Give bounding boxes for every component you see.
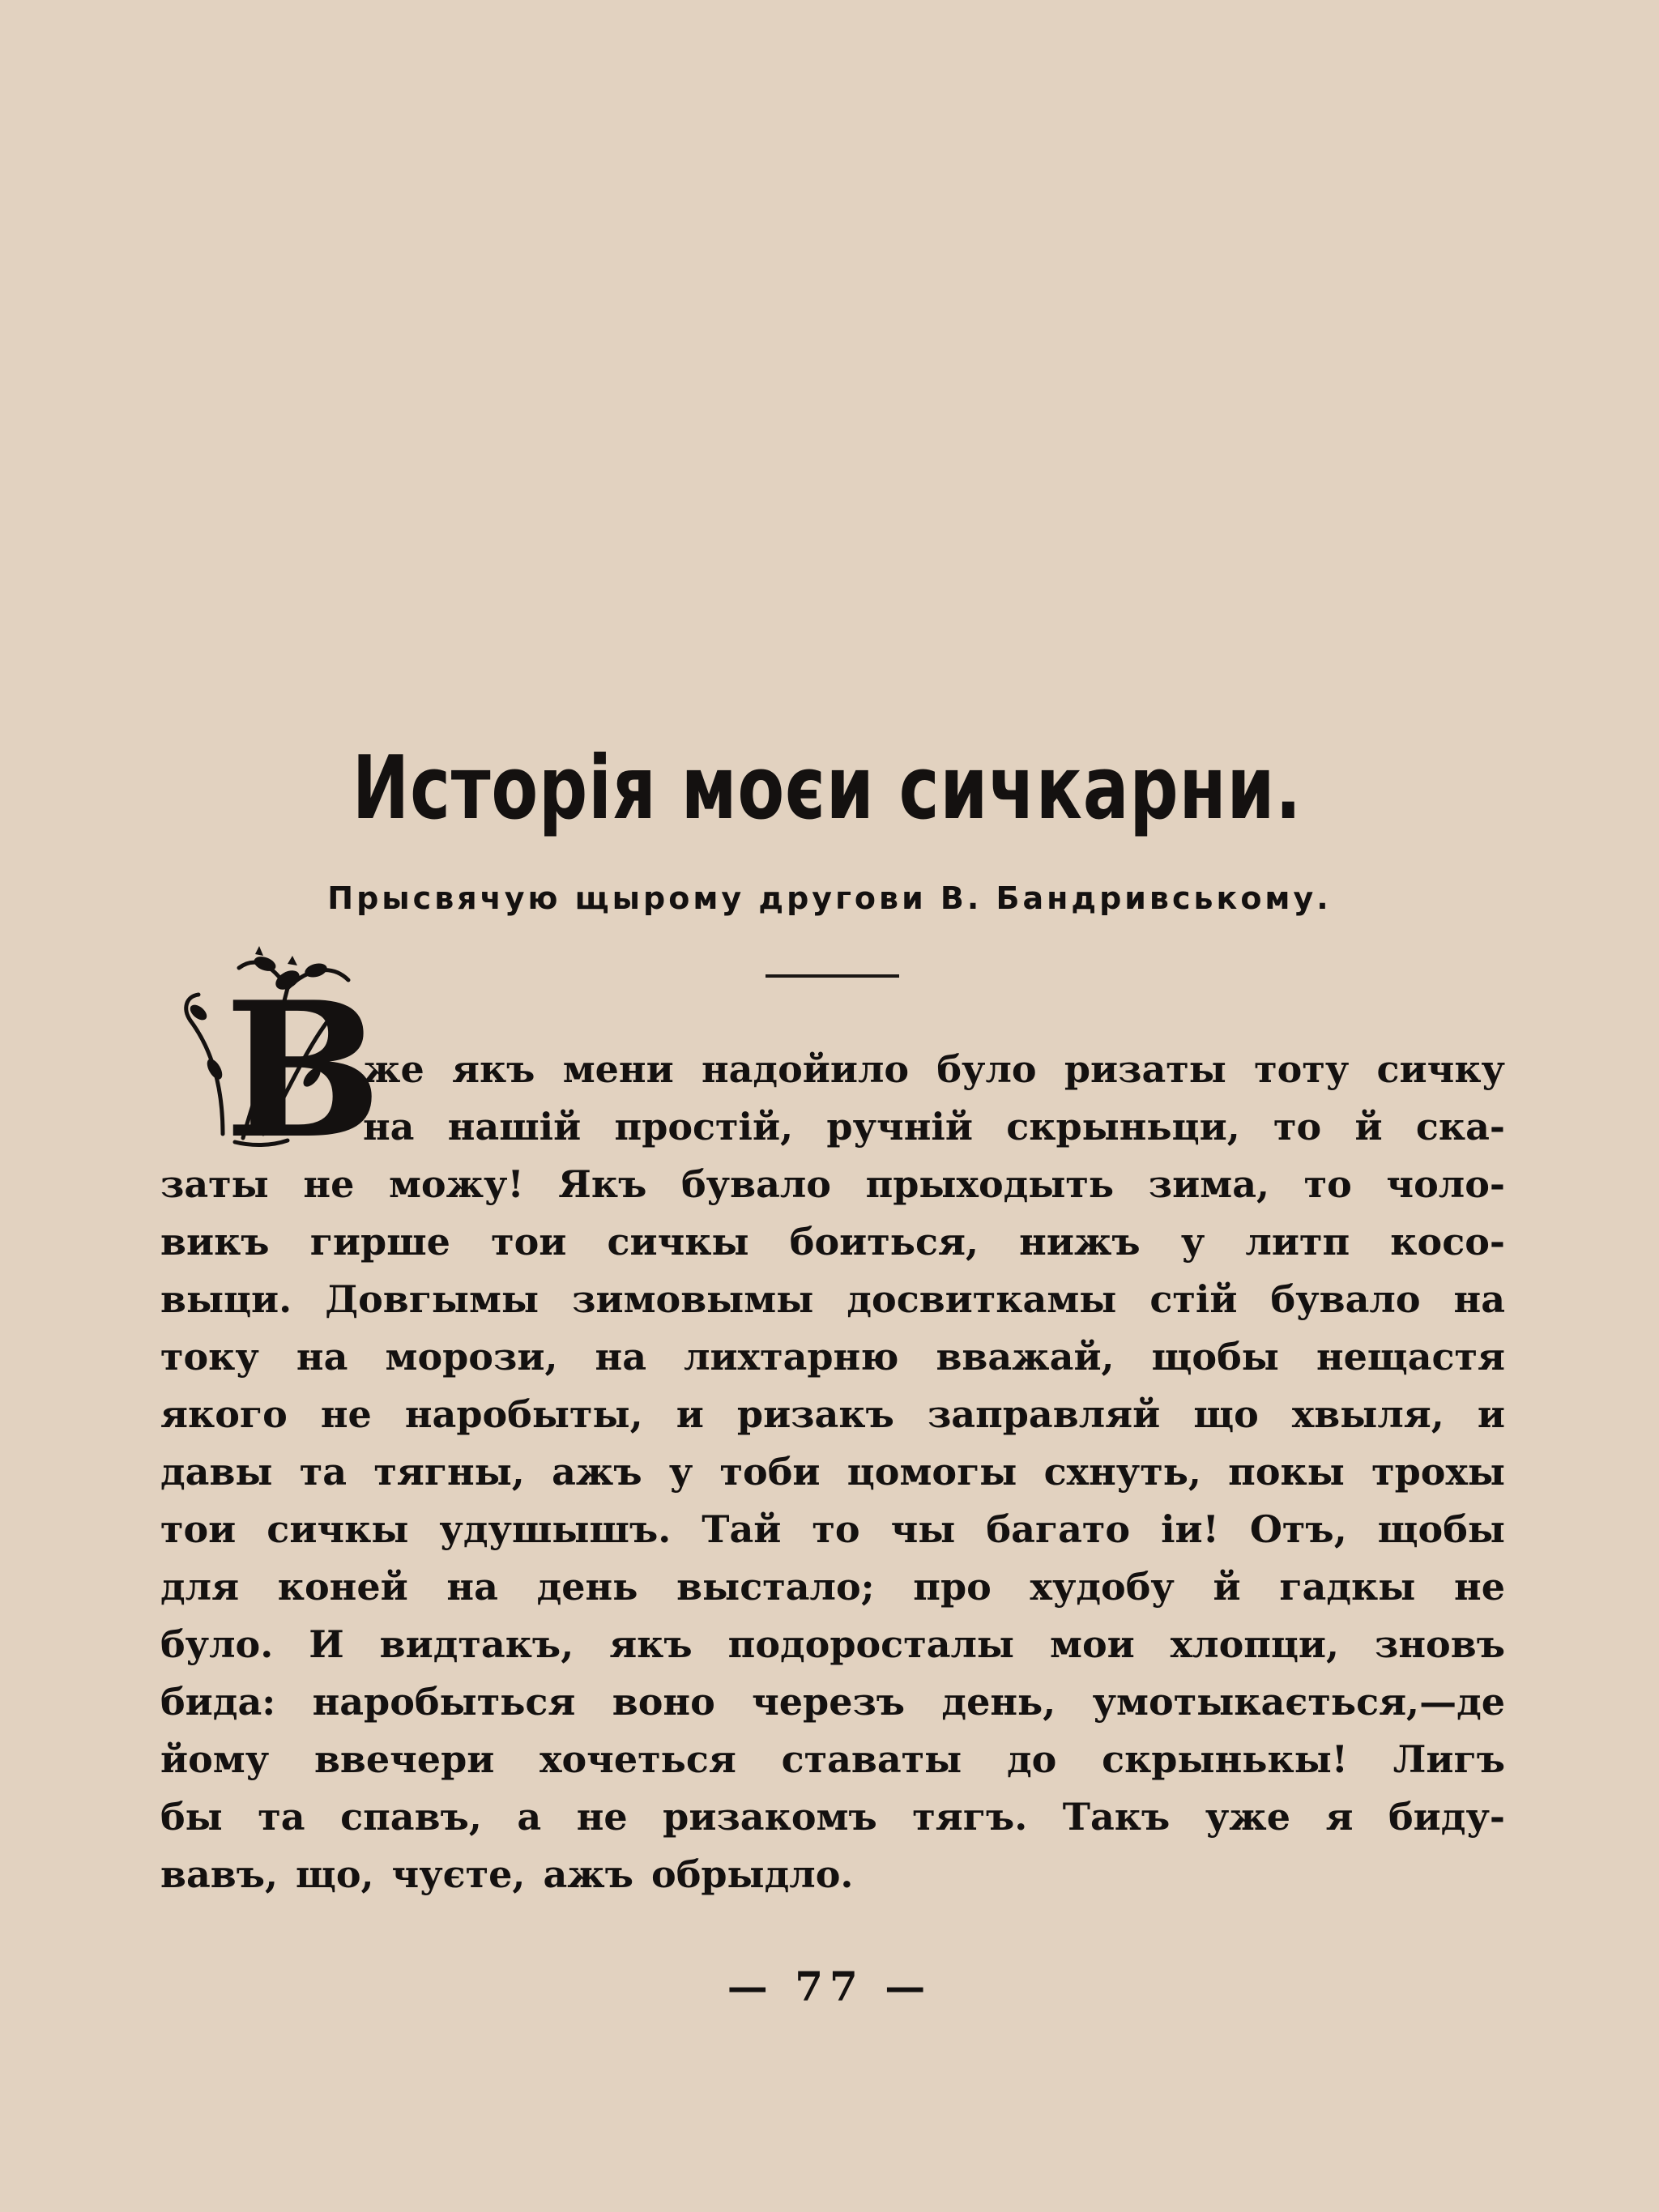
text-line: вавъ, що, чуєте, ажъ обрыдло. bbox=[160, 1852, 854, 1896]
text-line: викъ гирше тои сичкы боиться, нижъ у литп косо- bbox=[160, 1220, 1505, 1264]
text-line: заты не можу! Якъ бувало прыходыть зима, то чоло- bbox=[160, 1162, 1505, 1206]
text-line: бы та спавъ, а не ризакомъ тягъ. Такъ уже я биду- bbox=[160, 1795, 1505, 1839]
title-divider bbox=[766, 974, 899, 978]
svg-text:В: В bbox=[224, 961, 382, 1180]
text-line: выци. Довгымы зимовымы досвиткамы стій бувало на bbox=[160, 1277, 1505, 1321]
chapter-title: Исторія моєи сичкарни. bbox=[352, 738, 1303, 839]
text-line: же якъ мени надойило було ризаты тоту сичку bbox=[363, 1047, 1505, 1091]
text-line: якого не наробыты, и ризакъ заправляй що хвыля, и bbox=[160, 1392, 1505, 1436]
text-line: току на морози, на лихтарню вважай, щобы нещастя bbox=[160, 1335, 1505, 1379]
text-line: бида: наробыться воно черезъ день, умотыкається,—де bbox=[160, 1680, 1505, 1724]
dedication-line: Прысвячую щырому другови В. Бандривському. bbox=[327, 880, 1332, 916]
text-line: на нашій простій, ручній скрыньци, то й ска- bbox=[363, 1105, 1505, 1149]
text-line: було. И видтакъ, якъ подоросталы мои хлопци, зновъ bbox=[160, 1622, 1505, 1666]
text-line: для коней на день выстало; про худобу й гадкы не bbox=[160, 1565, 1505, 1609]
page-number: — 77 — bbox=[727, 1963, 932, 2010]
text-line: йому ввечери хочеться ставаты до скрынькы! Лигъ bbox=[160, 1737, 1505, 1781]
body-paragraph bbox=[160, 1041, 1505, 1903]
text-line: давы та тягны, ажъ у тоби цомогы схнуть, покы трохы bbox=[160, 1450, 1505, 1494]
text-line: тои сичкы удушышъ. Тай то чы багато іи! Отъ, щобы bbox=[160, 1507, 1505, 1551]
